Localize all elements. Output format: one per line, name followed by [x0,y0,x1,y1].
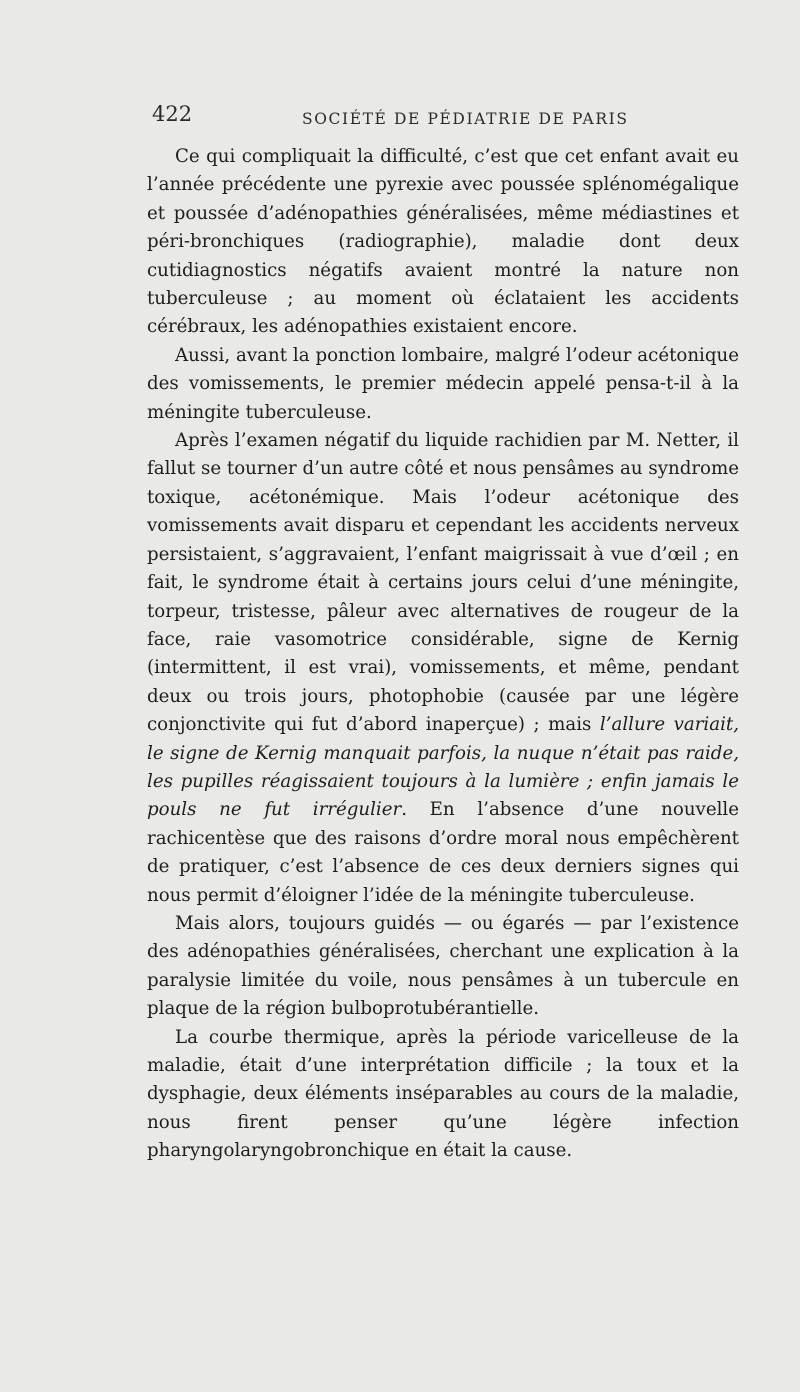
paragraph-4: Mais alors, toujours guidés — ou égarés — par l’existence des adénopathies généralisées, cherchant une explication à la paralysie limitée du voile, nous pensâmes à un tubercule en plaque de la région bulboprotubérantielle. [147,912,739,1020]
paragraph-2: Aussi, avant la ponction lombaire, malgré l’odeur acétonique des vomissements, le premier médecin appelé pensa-t-il à la méningite tuberculeuse. [147,344,739,423]
paragraph-3-italic-text: l’allure variait, le signe de Kernig manquait parfois, la nuque n’était pas raide, les pupilles réagissaient toujours à la lumière ; enfin jamais le pouls ne fut irrégulier [147,714,740,821]
page-number: 422 [152,102,193,126]
running-head: SOCIÉTÉ DE PÉDIATRIE DE PARIS [302,110,629,128]
page-header [0,102,800,136]
paragraph-1: Ce qui compliquait la difficulté, c’est que cet enfant avait eu l’année précédente une pyrexie avec poussée splénomégalique et poussée d’adénopathies généralisées, même médiastines et péri-bronchiques (radiographie), maladie dont deux cutidiagnostics négatifs avaient montré la nature non tuberculeuse ; au moment où éclataient les accidents cérébraux, les adénopathies existaient encore. [147,146,739,338]
paragraph-3-text-start: Après l’examen négatif du liquide rachidien par M. Netter, il fallut se tourner d’un autre côté et nous pensâmes au syndrome toxique, acétonémique. Mais l’odeur acétonique des vomissements avait disparu et cependant les accidents nerveux persistaient, s’aggravaient, l’enfant maigrissait à vue d’œil ; en fait, le syndrome était à certains jours celui d’une méningite, torpeur, tristesse, pâleur avec alternatives de rougeur de la face, raie vasomotrice considérable, signe de Kernig (intermittent, il est vrai), vomissements, et même, pendant deux ou trois jours, photophobie (causée par une légère conjonctivite qui fut d’abord inaperçue) ; mais [147,430,739,736]
paragraph-5: La courbe thermique, après la période varicelleuse de la maladie, était d’une interprétation difficile ; la toux et la dysphagie, deux éléments inséparables au cours de la maladie, nous firent penser qu’une légère infection pharyngolaryngobronchique en était la cause. [147,1026,739,1162]
body-text [147,143,739,1166]
paragraph-3-text-end: . En l’absence d’une nouvelle rachicentèse que des raisons d’ordre moral nous empêchèrent de pratiquer, c’est l’absence de ces deux derniers signes qui nous permit d’éloigner l’idée de la méningite tuberculeuse. [147,799,739,906]
paragraph-3 [147,427,739,910]
